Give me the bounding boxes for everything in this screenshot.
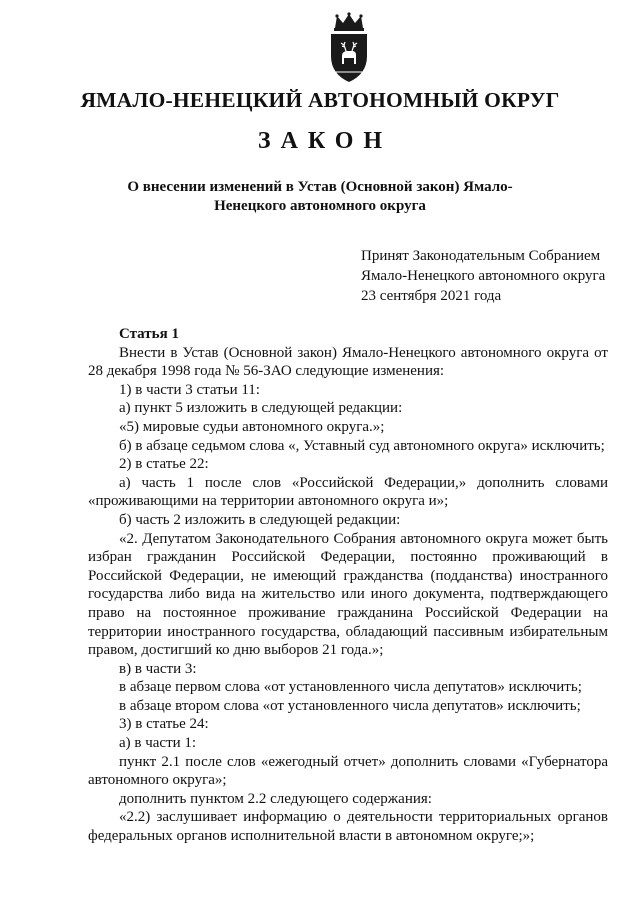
region-title: ЯМАЛО-НЕНЕЦКИЙ АВТОНОМНЫЙ ОКРУГ [80,88,560,112]
paragraph: в) в части 3: [119,660,197,677]
law-subject: О внесении изменений в Устав (Основной закон) Ямало-Ненецкого автономного округа [127,179,513,214]
paragraph: 3) в статье 24: [119,716,209,733]
law-body [88,325,608,846]
adoption-block [361,246,621,306]
paragraph: б) часть 2 изложить в следующей редакции: [119,511,401,528]
paragraph: а) часть 1 после слов «Российской Федерации,» дополнить словами «проживающими на территории автономного округа и»; [88,474,608,510]
adoption-line: Принят Законодательным Собранием [361,248,601,264]
paragraph: в абзаце первом слова «от установленного числа депутатов» исключить; [119,679,582,696]
adoption-line: Ямало-Ненецкого автономного округа [361,268,606,284]
paragraph: «2.2) заслушивает информацию о деятельности территориальных органов федеральных органов исполнительной власти в автономном округе;»; [88,809,608,845]
paragraph: дополнить пунктом 2.2 следующего содержания: [119,790,432,807]
paragraph: Внести в Устав (Основной закон) Ямало-Ненецкого автономного округа от 28 декабря 1998 года № 56-ЗАО следующие изменения: [88,344,608,380]
coat-of-arms-icon [327,12,371,84]
paragraph: 2) в статье 22: [119,456,209,473]
law-title: ЗАКОН [257,128,393,154]
paragraph: пункт 2.1 после слов «ежегодный отчет» дополнить словами «Губернатора автономного округа»; [88,753,608,789]
paragraph: б) в абзаце седьмом слова «, Уставный суд автономного округа» исключить; [119,437,605,454]
paragraph: 1) в части 3 статьи 11: [119,381,260,398]
adoption-date: 23 сентября 2021 года [361,288,502,304]
paragraph: «5) мировые судьи автономного округа.»; [119,418,385,435]
paragraph: а) в части 1: [119,735,197,752]
paragraph: «2. Депутатом Законодательного Собрания автономного округа может быть избран гражданин Российской Федерации, постоянно проживающий в Российской Федерации, не имеющий гражданства (подданства) иностранного государства либо вида на жительство или иного документа, подтверждающего право на постоянное проживание гражданина Российской Федерации на территории иностранного государства, обладающий пассивным избирательным правом, достигший ко дню выборов 21 года.»; [88,530,608,659]
paragraph: а) пункт 5 изложить в следующей редакции: [119,400,403,417]
article-heading: Статья 1 [119,326,179,342]
paragraph: в абзаце втором слова «от установленного числа депутатов» исключить; [119,697,581,714]
